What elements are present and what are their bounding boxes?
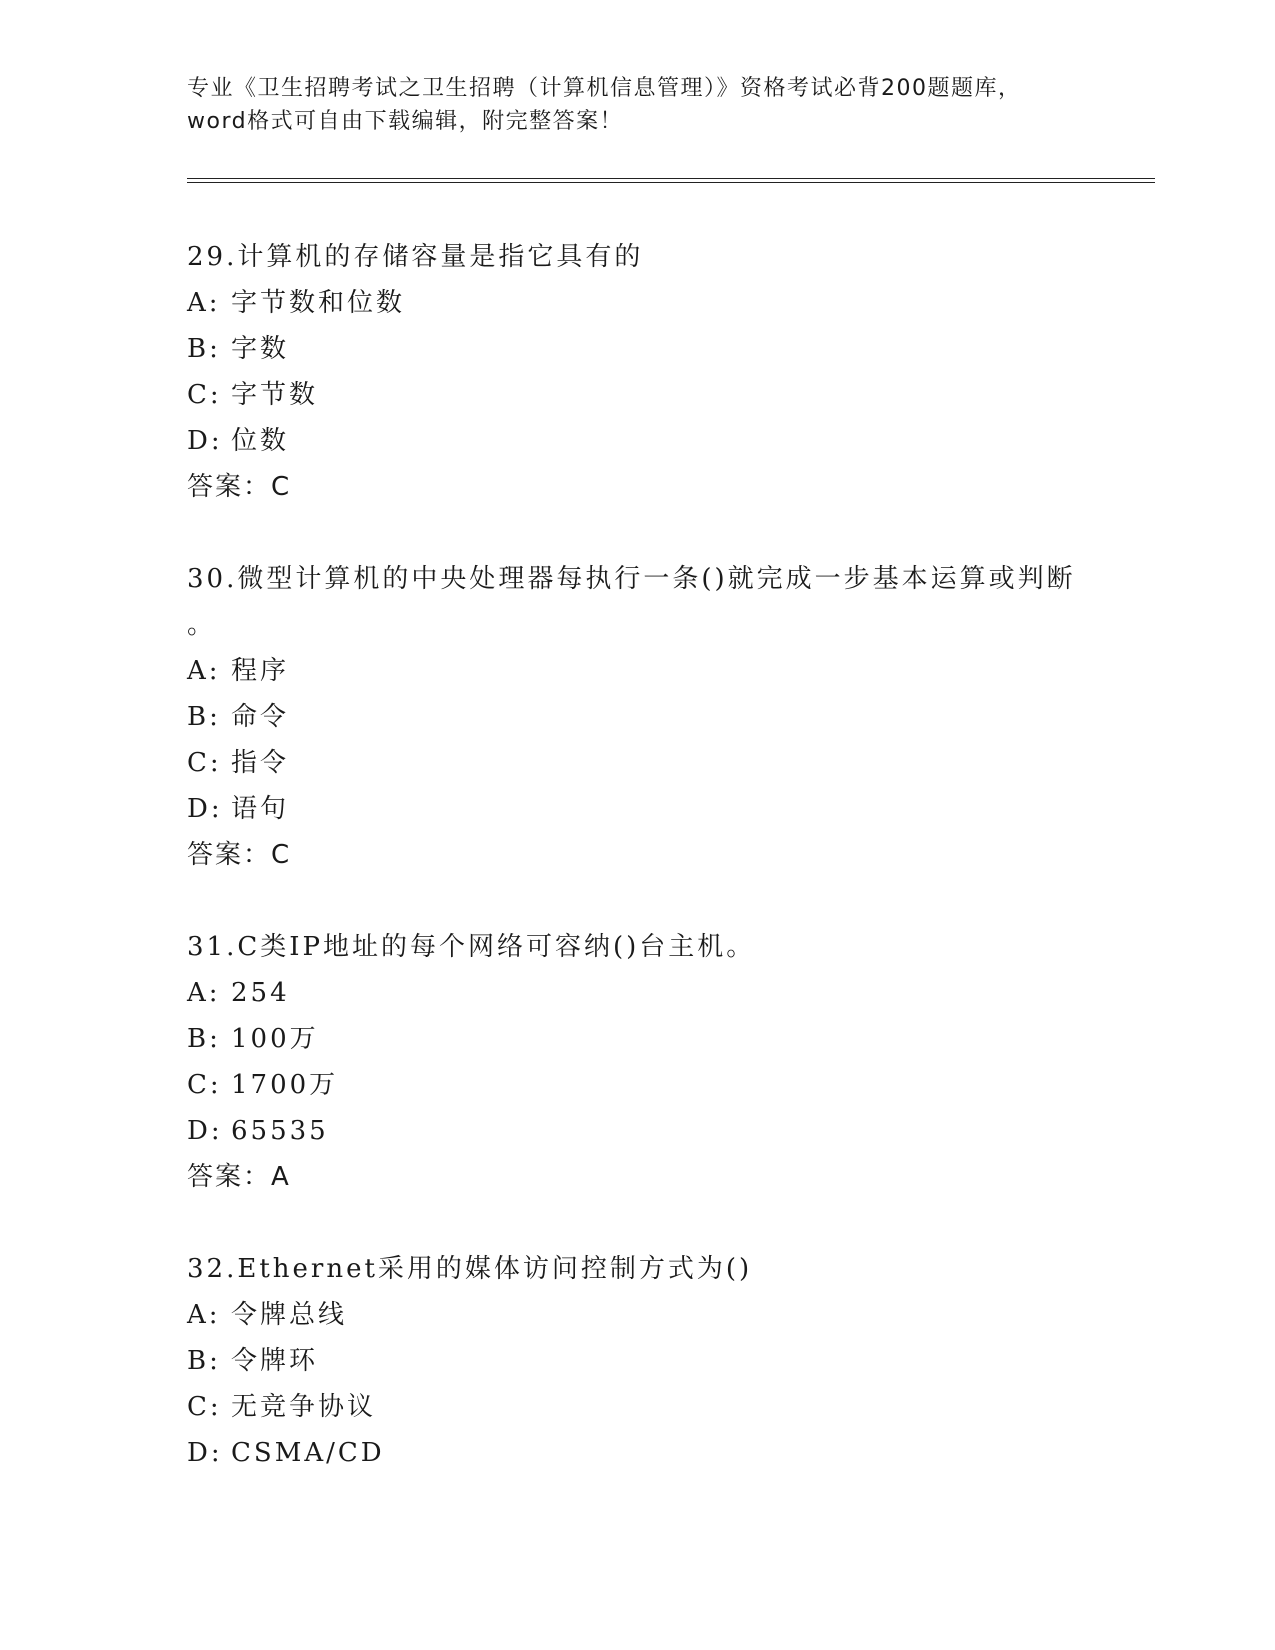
- document-header: [187, 72, 1087, 138]
- option-text: 语句: [231, 794, 290, 824]
- option-c: [187, 372, 1087, 418]
- option-key: B:: [187, 334, 221, 364]
- option-key: C:: [187, 380, 222, 410]
- option-key: C:: [187, 1392, 222, 1422]
- option-c: [187, 1062, 1087, 1108]
- question-30: [187, 556, 1087, 878]
- question-stem: 30.微型计算机的中央处理器每执行一条()就完成一步基本运算或判断: [187, 564, 1076, 594]
- answer-line: 答案：C: [187, 472, 292, 502]
- option-c: [187, 1384, 1087, 1430]
- option-key: A:: [187, 978, 221, 1008]
- answer-line: 答案：C: [187, 840, 292, 870]
- option-key: A:: [187, 1300, 221, 1330]
- question-stem-continuation: 。: [187, 610, 217, 640]
- header-divider: [187, 178, 1155, 183]
- option-text: 无竞争协议: [231, 1392, 377, 1422]
- option-a: [187, 970, 1087, 1016]
- option-key: A:: [187, 656, 221, 686]
- option-text: 1700万: [231, 1070, 339, 1100]
- question-gap: [187, 510, 1087, 556]
- option-text: 65535: [231, 1116, 329, 1146]
- option-d: [187, 786, 1087, 832]
- option-text: 字节数: [231, 380, 319, 410]
- option-key: D:: [187, 426, 223, 456]
- option-key: B:: [187, 1024, 221, 1054]
- question-gap: [187, 878, 1087, 924]
- option-text: 令牌总线: [231, 1300, 348, 1330]
- option-key: B:: [187, 702, 221, 732]
- option-key: D:: [187, 1438, 223, 1468]
- option-d: [187, 418, 1087, 464]
- option-text: 位数: [231, 426, 290, 456]
- option-text: 命令: [231, 702, 290, 732]
- answer-line: 答案：A: [187, 1162, 291, 1192]
- question-stem: 31.C类IP地址的每个网络可容纳()台主机。: [187, 932, 756, 962]
- option-text: CSMA/CD: [231, 1438, 385, 1468]
- option-text: 指令: [231, 748, 290, 778]
- header-title-line-2: word格式可自由下载编辑，附完整答案！: [187, 109, 624, 134]
- option-text: 字数: [231, 334, 290, 364]
- question-29: [187, 234, 1087, 510]
- question-list: [187, 234, 1087, 1476]
- question-stem: 32.Ethernet采用的媒体访问控制方式为(): [187, 1254, 753, 1284]
- header-title-line-1: 专业《卫生招聘考试之卫生招聘（计算机信息管理）》资格考试必背200题题库，: [187, 76, 1022, 101]
- option-key: C:: [187, 748, 222, 778]
- option-text: 程序: [231, 656, 290, 686]
- option-a: [187, 648, 1087, 694]
- option-key: C:: [187, 1070, 222, 1100]
- option-key: D:: [187, 1116, 223, 1146]
- option-text: 100万: [231, 1024, 319, 1054]
- option-text: 字节数和位数: [231, 288, 406, 318]
- option-d: [187, 1430, 1087, 1476]
- option-c: [187, 740, 1087, 786]
- option-b: [187, 1016, 1087, 1062]
- question-stem: 29.计算机的存储容量是指它具有的: [187, 242, 644, 272]
- option-key: B:: [187, 1346, 221, 1376]
- question-31: [187, 924, 1087, 1200]
- question-32: [187, 1246, 1087, 1476]
- option-key: A:: [187, 288, 221, 318]
- option-text: 254: [231, 978, 290, 1008]
- option-text: 令牌环: [231, 1346, 319, 1376]
- option-a: [187, 1292, 1087, 1338]
- option-b: [187, 694, 1087, 740]
- option-b: [187, 1338, 1087, 1384]
- option-b: [187, 326, 1087, 372]
- option-key: D:: [187, 794, 223, 824]
- question-gap: [187, 1200, 1087, 1246]
- option-d: [187, 1108, 1087, 1154]
- option-a: [187, 280, 1087, 326]
